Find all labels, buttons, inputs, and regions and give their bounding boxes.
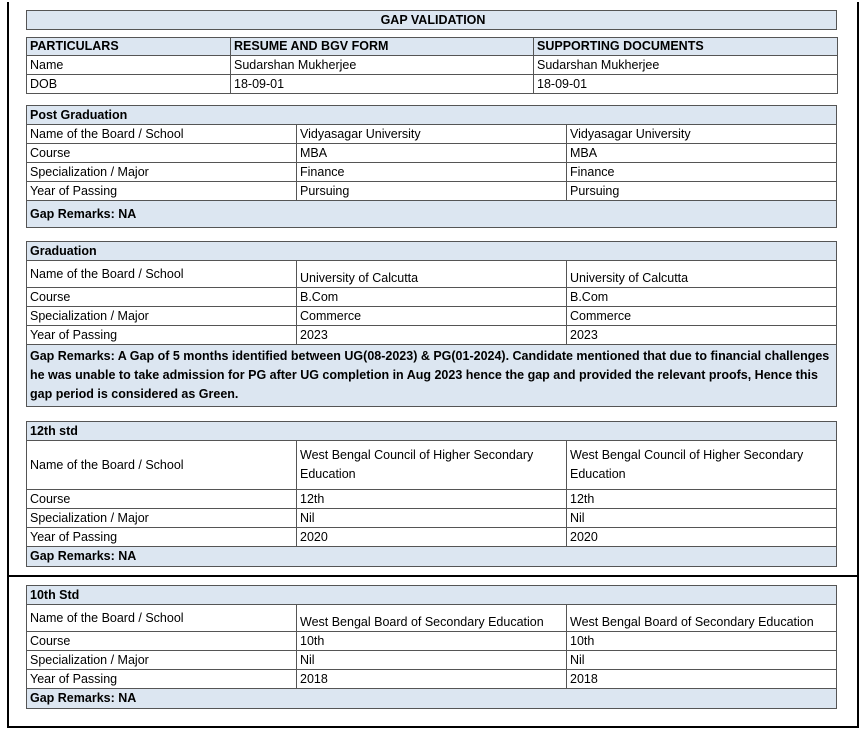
row-label: Year of Passing [27, 670, 297, 689]
section-heading: Graduation [27, 242, 837, 261]
row-docs-value: University of Calcutta [567, 261, 837, 288]
table-row [27, 144, 837, 163]
row-label: Name of the Board / School [27, 605, 297, 632]
personal-table [26, 37, 838, 94]
row-resume-value: MBA [297, 144, 567, 163]
table-row [27, 632, 837, 651]
post-graduation-block [26, 105, 837, 228]
page-title: GAP VALIDATION [27, 11, 837, 30]
row-resume-value: 2023 [297, 326, 567, 345]
row-docs-value: 12th [567, 490, 837, 509]
table-row [27, 326, 837, 345]
row-label: Name of the Board / School [27, 441, 297, 490]
row-resume-value: University of Calcutta [297, 261, 567, 288]
gap-remarks: Gap Remarks: NA [27, 201, 837, 228]
row-label: Name of the Board / School [27, 125, 297, 144]
twelfth-table [26, 421, 837, 567]
row-label: DOB [27, 75, 231, 94]
row-label: Year of Passing [27, 528, 297, 547]
row-docs-value: 18-09-01 [534, 75, 838, 94]
header-particulars: PARTICULARS [27, 38, 231, 56]
row-docs-value: Nil [567, 651, 837, 670]
row-resume-value: Nil [297, 509, 567, 528]
graduation-block [26, 241, 837, 407]
row-resume-value: 12th [297, 490, 567, 509]
row-resume-value: 2020 [297, 528, 567, 547]
row-label: Specialization / Major [27, 163, 297, 182]
row-resume-value: 18-09-01 [231, 75, 534, 94]
row-docs-value: Vidyasagar University [567, 125, 837, 144]
row-label: Name [27, 56, 231, 75]
table-row [27, 182, 837, 201]
row-label: Course [27, 490, 297, 509]
table-row [27, 261, 837, 288]
section-heading: 10th Std [27, 586, 837, 605]
row-docs-value: Nil [567, 509, 837, 528]
row-label: Course [27, 144, 297, 163]
twelfth-block [26, 421, 837, 567]
post-graduation-table [26, 105, 837, 228]
row-docs-value: Pursuing [567, 182, 837, 201]
row-label: Name of the Board / School [27, 261, 297, 288]
row-label: Course [27, 632, 297, 651]
table-row [27, 490, 837, 509]
table-row [27, 288, 837, 307]
row-docs-value: 2018 [567, 670, 837, 689]
row-label: Year of Passing [27, 326, 297, 345]
table-row [27, 163, 837, 182]
row-docs-value: Finance [567, 163, 837, 182]
row-resume-value: Commerce [297, 307, 567, 326]
row-docs-value: Commerce [567, 307, 837, 326]
row-docs-value: 2023 [567, 326, 837, 345]
table-row [27, 307, 837, 326]
row-resume-value: Vidyasagar University [297, 125, 567, 144]
gap-remarks: Gap Remarks: NA [27, 689, 837, 709]
table-row [27, 75, 838, 94]
row-resume-value: Finance [297, 163, 567, 182]
row-docs-value: West Bengal Council of Higher Secondary Education [567, 441, 837, 490]
table-row [27, 670, 837, 689]
row-label: Year of Passing [27, 182, 297, 201]
row-resume-value: Sudarshan Mukherjee [231, 56, 534, 75]
row-docs-value: 2020 [567, 528, 837, 547]
personal-block [26, 37, 837, 94]
row-docs-value: B.Com [567, 288, 837, 307]
section-heading: Post Graduation [27, 106, 837, 125]
row-resume-value: Nil [297, 651, 567, 670]
table-row [27, 528, 837, 547]
table-row [27, 441, 837, 490]
row-label: Specialization / Major [27, 509, 297, 528]
title-block [26, 10, 837, 30]
table-row [27, 605, 837, 632]
gap-remarks: Gap Remarks: A Gap of 5 months identified between UG(08-2023) & PG(01-2024). Candidate mentioned that due to financial challenges he was unable to take admission for PG after UG completion in Aug 2023 hence the gap and provided the relevant proofs, Hence this gap period is considered as Green. [27, 345, 837, 407]
row-resume-value: West Bengal Board of Secondary Education [297, 605, 567, 632]
table-row [27, 125, 837, 144]
row-resume-value: 10th [297, 632, 567, 651]
header-resume: RESUME AND BGV FORM [231, 38, 534, 56]
row-resume-value: B.Com [297, 288, 567, 307]
row-docs-value: 10th [567, 632, 837, 651]
row-resume-value: 2018 [297, 670, 567, 689]
row-resume-value: Pursuing [297, 182, 567, 201]
row-docs-value: Sudarshan Mukherjee [534, 56, 838, 75]
tenth-block [26, 585, 837, 709]
table-row [27, 56, 838, 75]
row-resume-value: West Bengal Council of Higher Secondary Education [297, 441, 567, 490]
row-docs-value: MBA [567, 144, 837, 163]
tenth-table [26, 585, 837, 709]
table-row [27, 509, 837, 528]
gap-remarks: Gap Remarks: NA [27, 547, 837, 567]
row-label: Course [27, 288, 297, 307]
row-docs-value: West Bengal Board of Secondary Education [567, 605, 837, 632]
graduation-table [26, 241, 837, 407]
row-label: Specialization / Major [27, 651, 297, 670]
row-label: Specialization / Major [27, 307, 297, 326]
table-row [27, 651, 837, 670]
header-docs: SUPPORTING DOCUMENTS [534, 38, 838, 56]
section-heading: 12th std [27, 422, 837, 441]
